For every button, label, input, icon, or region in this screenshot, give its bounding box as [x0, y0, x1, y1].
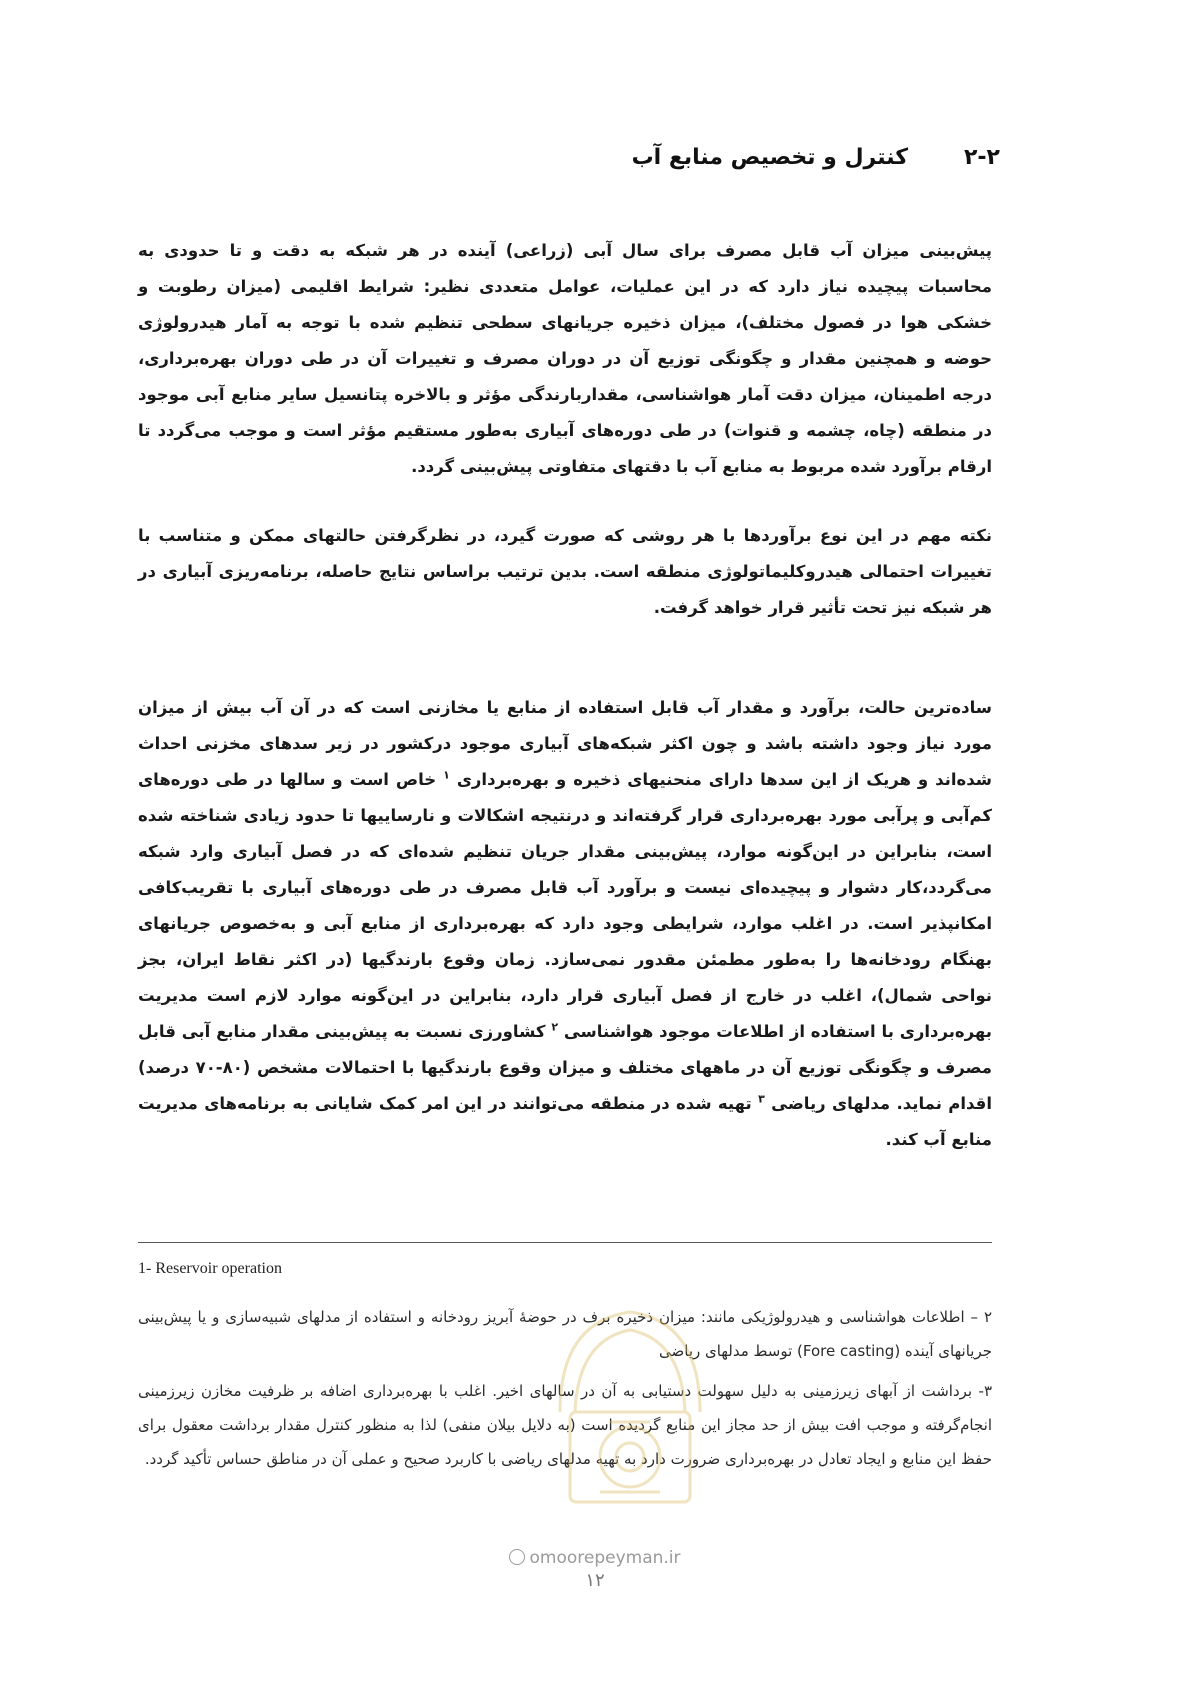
section-number: ۲-۲: [964, 145, 1000, 170]
globe-icon: [509, 1549, 525, 1565]
paragraph-3-part-2: خاص است و سالها در طی دوره‌های کم‌آبی و پرآبی مورد بهره‌برداری قرار گرفته‌اند و درنتیجه اشکالات و نارساییها تا حدود زیادی شناخته شده است، بنابراین در این‌گونه موارد، پیش‌بینی مقدار جریان تنظیم شده‌ای که در فصل آبیاری وارد شبکه می‌گردد،کار دشوار و پیچیده‌ای نیست و برآورد آب قابل مصرف در طی دوره‌های آبیاری با تقریب‌کافی امکانپذیر است. در اغلب موارد، شرایطی وجود دارد که بهره‌برداری از منابع آبی و به‌خصوص جریانهای بهنگام رودخانه‌ها را به‌طور مطمئن مقدور نمی‌سازد. زمان وقوع بارندگیها (در اکثر نقاط ایران، بجز نواحی شمال)، اغلب در خارج از فصل آبیاری قرار دارد، بنابراین در این‌گونه موارد لازم است مدیریت بهره‌برداری با استفاده از اطلاعات موجود هواشناسی: [138, 770, 992, 1041]
page-number: ۱۲: [585, 1570, 605, 1591]
paragraph-3: [138, 690, 992, 1158]
paragraph-3-part-4: تهیه شده در منطقه می‌توانند در این امر کمک شایانی به برنامه‌های مدیریت منابع آب کند.: [138, 1094, 992, 1149]
section-title: کنترل و تخصیص منابع آب: [631, 145, 908, 170]
footnote-ref-2[interactable]: ۲: [551, 1020, 559, 1034]
watermark-site: [0, 1548, 1190, 1568]
footnote-3: ۳- برداشت از آبهای زیرزمینی به دلیل سهولت دستیابی به آن در سالهای اخیر. اغلب با بهره‌برداری اضافه بر ظرفیت مخازن زیرزمینی انجام‌گرفته و موجب افت بیش از حد مجاز این منابع گردیده است (به دلایل بیلان منفی) لذا به منظور کنترل مقدار برداشت معقول برای حفظ این منابع و ایجاد تعادل در بهره‌برداری ضرورت دارد به تهیه مدلهای ریاضی با کاربرد صحیح و عملی آن در مناطق حساس تأکید گردد.: [138, 1382, 992, 1468]
section-heading: [632, 145, 1000, 170]
paragraph-3-part-1: ساده‌ترین حالت، برآورد و مقدار آب قابل استفاده از منابع یا مخازنی است که در آن آب بیش از میزان مورد نیاز وجود داشته باشد و چون اکثر شبکه‌های آبیاری موجود درکشور در زیر سدهای مخزنی احداث شده‌اند و هریک از این سدها دارای منحنیهای ذخیره و بهره‌برداری: [138, 698, 993, 789]
paragraph-3-part-3: کشاورزی نسبت به پیش‌بینی مقدار منابع آبی قابل مصرف و چگونگی توزیع آن در ماههای مختلف و میزان وقوع بارندگیها با احتمالات مشخص (۸۰-۷۰ درصد) اقدام نماید. مدلهای ریاضی: [138, 1022, 992, 1113]
footnote-ref-1[interactable]: ۱: [443, 768, 450, 782]
footnote-ref-3[interactable]: ۳: [758, 1092, 765, 1106]
footnote-2: ۲ – اطلاعات هواشناسی و هیدرولوژیکی مانند: میزان ذخیره برف در حوضهٔ آبریز رودخانه و استفاده از مدلهای شبیه‌سازی و یا پیش‌بینی جریانهای آینده (Fore casting) توسط مدلهای ریاضی: [138, 1308, 992, 1360]
footnote-1: 1- Reservoir operation: [138, 1260, 282, 1277]
footnote-divider: [138, 1242, 992, 1243]
watermark-seal-icon: [540, 1292, 720, 1522]
paragraph-2: نکته مهم در این نوع برآوردها با هر روشی که صورت گیرد، در نظرگرفتن حالتهای ممکن و متناسب با تغییرات احتمالی هیدروکلیماتولوژی منطقه است. بدین ترتیب براساس نتایج حاصله، برنامه‌ریزی آبیاری در هر شبکه نیز تحت تأثیر قرار خواهد گرفت.: [138, 526, 992, 617]
watermark-site-text: omoorepeyman.ir: [529, 1548, 681, 1568]
paragraph-1: پیش‌بینی میزان آب قابل مصرف برای سال آبی (زراعی) آینده در هر شبکه به دقت و تا حدودی به محاسبات پیچیده نیاز دارد که در این عملیات، عوامل متعددی نظیر: شرایط اقلیمی (میزان رطوبت و خشکی هوا در فصول مختلف)، میزان ذخیره جریانهای سطحی تنظیم شده با توجه به آمار هیدرولوژی حوضه و همچنین مقدار و چگونگی توزیع آن در دوران مصرف و تغییرات آن در طی دوران بهره‌برداری، درجه اطمینان، میزان دقت آمار هواشناسی، مقداربارندگی مؤثر و بالاخره پتانسیل سایر منابع آبی موجود در منطقه (چاه، چشمه و قنوات) در طی دوره‌های آبیاری به‌طور مستقیم مؤثر است و موجب می‌گردد تا ارقام برآورد شده مربوط به منابع آب با دقتهای متفاوتی پیش‌بینی گردد.: [138, 241, 992, 476]
